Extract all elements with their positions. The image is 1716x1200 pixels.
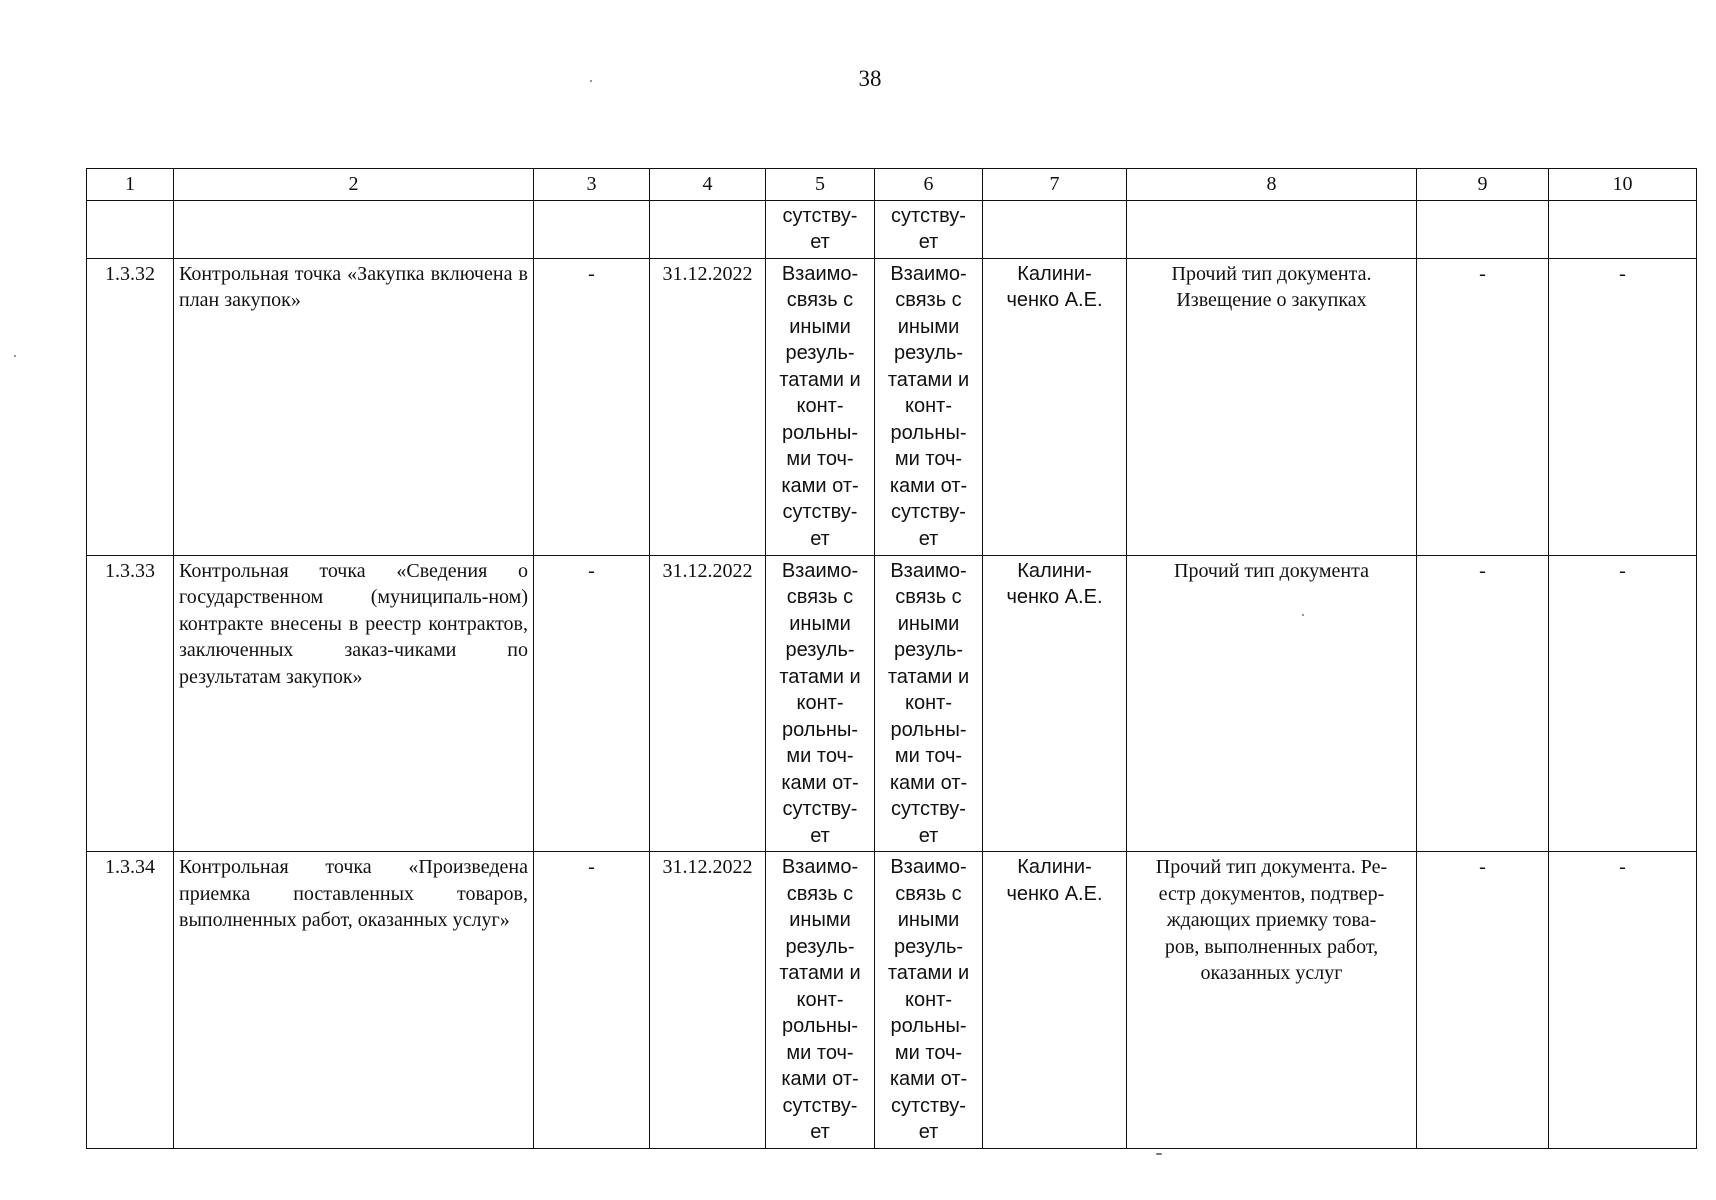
relation-cell: Взаимо- связь с иными резуль- татами и конт- рольны- ми точ- ками от- сутству- ет (766, 258, 875, 555)
column-header-1: 1 (87, 169, 174, 201)
document-type: Прочий тип документа. Извещение о закупках (1127, 258, 1417, 555)
column-9-value: - (1417, 258, 1549, 555)
column-header-6: 6 (875, 169, 983, 201)
continuation-cell-3 (534, 200, 650, 258)
document-type: Прочий тип документа. Ре- естр документов, подтвер- ждающих приемку това- ров, выполненных работ, оказанных услуг (1127, 852, 1417, 1149)
row-number: 1.3.33 (87, 555, 174, 852)
row-number: 1.3.34 (87, 852, 174, 1149)
column-header-3: 3 (534, 169, 650, 201)
control-point-name: Контрольная точка «Закупка включена в план закупок» (174, 258, 534, 555)
table-row (87, 852, 1697, 1149)
column-10-value: - (1549, 852, 1697, 1149)
column-header-10: 10 (1549, 169, 1697, 201)
column-header-8: 8 (1127, 169, 1417, 201)
scan-speck (1302, 614, 1304, 616)
row-number: 1.3.32 (87, 258, 174, 555)
table-row (87, 258, 1697, 555)
continuation-cell-10 (1549, 200, 1697, 258)
column-header-7: 7 (983, 169, 1127, 201)
relation-cell: Взаимо- связь с иными резуль- татами и конт- рольны- ми точ- ками от- сутству- ет (766, 852, 875, 1149)
continuation-cell-9 (1417, 200, 1549, 258)
continuation-relation-cell-alt: сутству- ет (875, 200, 983, 258)
scan-speck (590, 80, 592, 82)
continuation-cell-8 (1127, 200, 1417, 258)
due-date: 31.12.2022 (650, 555, 766, 852)
responsible-person: Калини- ченко А.Е. (983, 555, 1127, 852)
column-10-value: - (1549, 555, 1697, 852)
column-9-value: - (1417, 555, 1549, 852)
due-date: 31.12.2022 (650, 852, 766, 1149)
page-number: 38 (858, 66, 882, 91)
relation-cell-alt: Взаимо- связь с иными резуль- татами и конт- рольны- ми точ- ками от- сутству- ет (875, 555, 983, 852)
relation-cell: Взаимо- связь с иными резуль- татами и конт- рольны- ми точ- ками от- сутству- ет (766, 555, 875, 852)
column-header-4: 4 (650, 169, 766, 201)
scan-speck (1156, 1153, 1162, 1155)
continuation-cell-1 (87, 200, 174, 258)
responsible-person: Калини- ченко А.Е. (983, 852, 1127, 1149)
control-point-name: Контрольная точка «Произведена приемка поставленных товаров, выполненных работ, оказанных услуг» (174, 852, 534, 1149)
column-3-value: - (534, 555, 650, 852)
scan-speck (14, 355, 16, 357)
column-3-value: - (534, 258, 650, 555)
continuation-cell-7 (983, 200, 1127, 258)
column-header-9: 9 (1417, 169, 1549, 201)
column-3-value: - (534, 852, 650, 1149)
relation-cell-alt: Взаимо- связь с иными резуль- татами и конт- рольны- ми точ- ками от- сутству- ет (875, 852, 983, 1149)
column-9-value: - (1417, 852, 1549, 1149)
control-points-table (86, 168, 1697, 1149)
continuation-relation-cell: сутству- ет (766, 200, 875, 258)
continuation-cell-4 (650, 200, 766, 258)
column-header-2: 2 (174, 169, 534, 201)
column-10-value: - (1549, 258, 1697, 555)
document-type: Прочий тип документа (1127, 555, 1417, 852)
continuation-row (87, 200, 1697, 258)
continuation-cell-2 (174, 200, 534, 258)
due-date: 31.12.2022 (650, 258, 766, 555)
control-point-name: Контрольная точка «Сведения о государственном (муниципаль-ном) контракте внесены в реестр контрактов, заключенных заказ-чиками по результатам закупок» (174, 555, 534, 852)
column-header-5: 5 (766, 169, 875, 201)
column-number-header-row (87, 169, 1697, 201)
responsible-person: Калини- ченко А.Е. (983, 258, 1127, 555)
table-row (87, 555, 1697, 852)
relation-cell-alt: Взаимо- связь с иными резуль- татами и конт- рольны- ми точ- ками от- сутству- ет (875, 258, 983, 555)
